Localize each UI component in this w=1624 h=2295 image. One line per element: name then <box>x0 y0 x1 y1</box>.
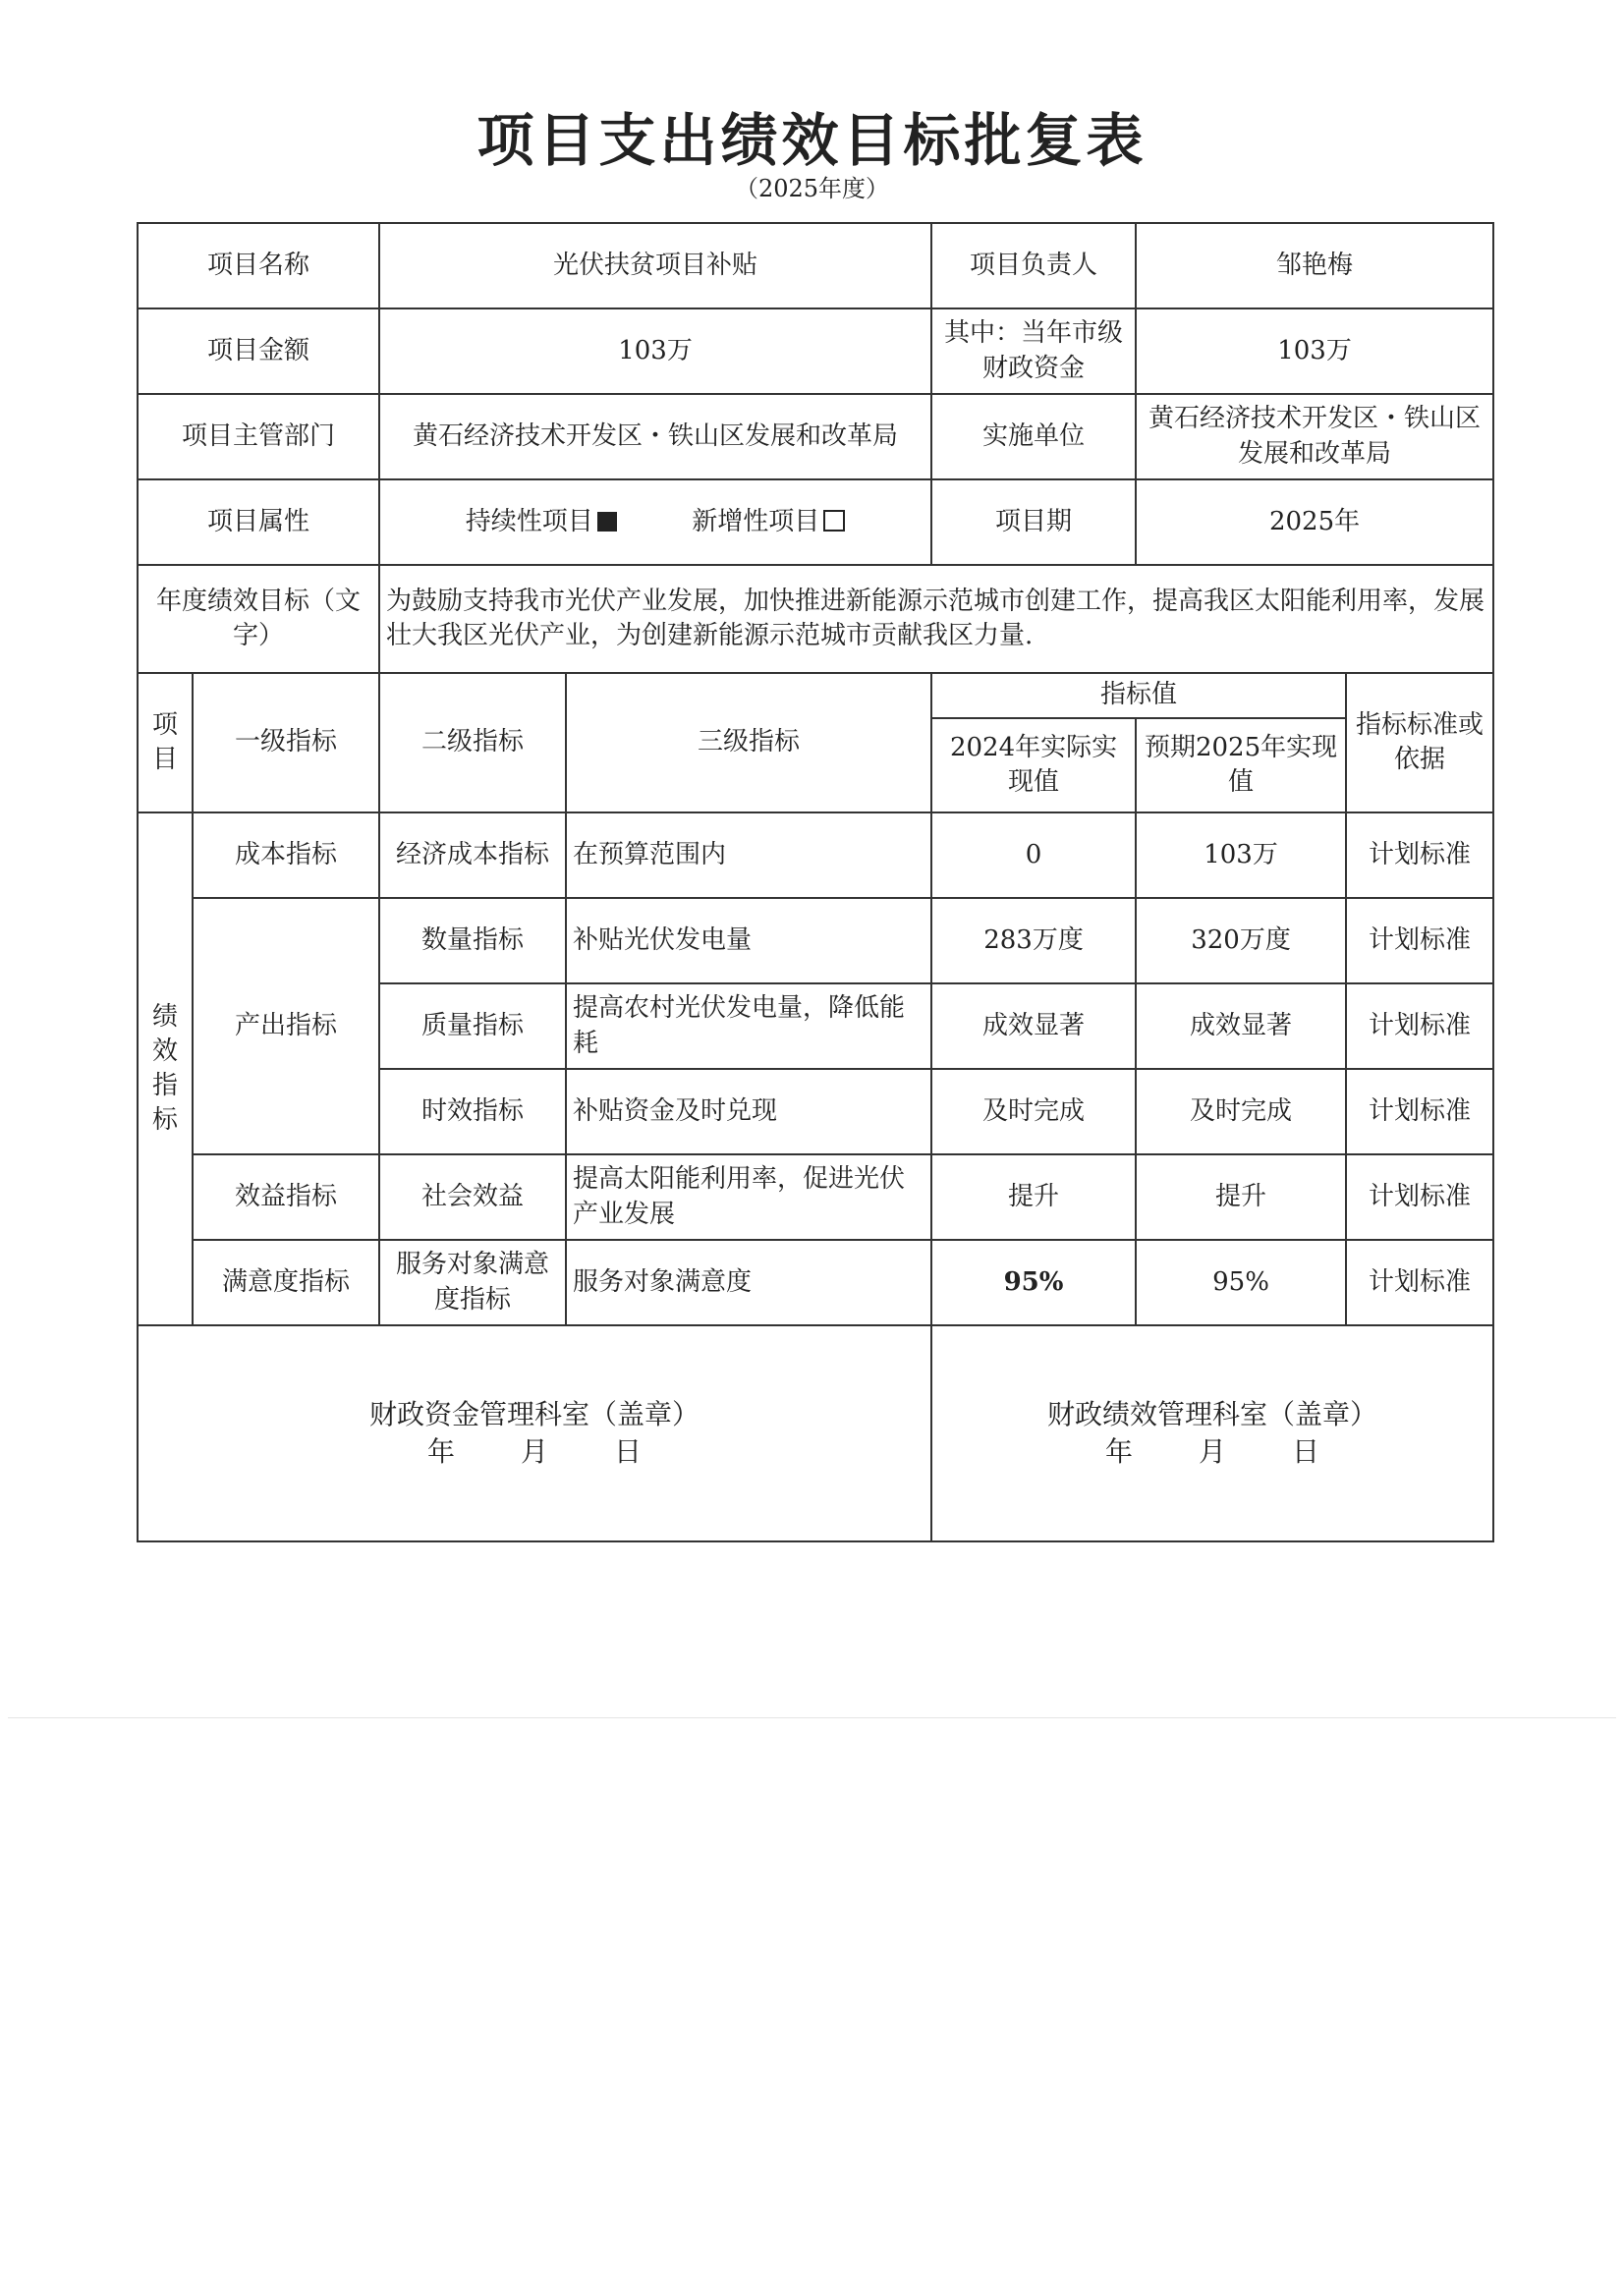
level3-cell: 补贴资金及时兑现 <box>566 1069 931 1154</box>
attribute-label: 项目属性 <box>138 479 379 565</box>
finance-performance-office-label: 财政绩效管理科室（盖章） <box>1047 1398 1378 1431</box>
implementing-unit-value: 黄石经济技术开发区・铁山区发展和改革局 <box>1136 394 1493 479</box>
row-project-amount <box>138 308 1493 394</box>
row-attribute <box>138 479 1493 565</box>
level2-cell: 服务对象满意度指标 <box>379 1240 566 1325</box>
level2-cell: 时效指标 <box>379 1069 566 1154</box>
basis-cell: 计划标准 <box>1346 1069 1493 1154</box>
table-row <box>138 812 1493 898</box>
table-row <box>138 1240 1493 1325</box>
level2-cell: 质量指标 <box>379 983 566 1069</box>
expected-value-cell: 及时完成 <box>1136 1069 1346 1154</box>
expected-value-cell: 提升 <box>1136 1154 1346 1240</box>
project-name-value: 光伏扶贫项目补贴 <box>379 223 931 308</box>
project-amount-label: 项目金额 <box>138 308 379 394</box>
expected-value-cell: 320万度 <box>1136 898 1346 983</box>
actual-value-cell: 提升 <box>931 1154 1136 1240</box>
implementing-unit-label: 实施单位 <box>931 394 1136 479</box>
attribute-value <box>379 479 931 565</box>
approval-form-table <box>137 222 1494 1542</box>
level3-cell: 在预算范围内 <box>566 812 931 898</box>
header-basis: 指标标准或依据 <box>1346 673 1493 812</box>
header-level1: 一级指标 <box>193 673 379 812</box>
period-value: 2025年 <box>1136 479 1493 565</box>
department-value: 黄石经济技术开发区・铁山区发展和改革局 <box>379 394 931 479</box>
project-leader-label: 项目负责人 <box>931 223 1136 308</box>
actual-value-cell: 及时完成 <box>931 1069 1136 1154</box>
new-project-label: 新增性项目 <box>692 506 820 536</box>
row-project-name <box>138 223 1493 308</box>
year-label: 年 <box>427 1435 456 1468</box>
header-expected-2025: 预期2025年实现值 <box>1136 718 1346 812</box>
checked-box-icon <box>597 512 617 532</box>
basis-cell: 计划标准 <box>1346 1154 1493 1240</box>
level1-satisfaction: 满意度指标 <box>193 1240 379 1325</box>
level3-cell: 提高农村光伏发电量，降低能耗 <box>566 983 931 1069</box>
level3-cell: 补贴光伏发电量 <box>566 898 931 983</box>
basis-cell: 计划标准 <box>1346 812 1493 898</box>
signature-date-left <box>144 1433 924 1471</box>
year-label: 年 <box>1105 1435 1134 1468</box>
actual-value-cell: 95% <box>931 1240 1136 1325</box>
city-fund-label: 其中：当年市级财政资金 <box>931 308 1136 394</box>
actual-value-cell: 0 <box>931 812 1136 898</box>
actual-value-cell: 283万度 <box>931 898 1136 983</box>
header-indicator-value: 指标值 <box>931 673 1346 718</box>
finance-fund-office-seal <box>138 1325 931 1541</box>
period-label: 项目期 <box>931 479 1136 565</box>
level1-benefit: 效益指标 <box>193 1154 379 1240</box>
signature-row <box>138 1325 1493 1541</box>
city-fund-value: 103万 <box>1136 308 1493 394</box>
page-divider <box>8 1717 1616 1718</box>
project-leader-value: 邹艳梅 <box>1136 223 1493 308</box>
header-item: 项目 <box>138 673 193 812</box>
level2-cell: 数量指标 <box>379 898 566 983</box>
finance-fund-office-label: 财政资金管理科室（盖章） <box>369 1398 700 1431</box>
month-label: 月 <box>521 1435 549 1468</box>
department-label: 项目主管部门 <box>138 394 379 479</box>
performance-indicator-label: 绩效指标 <box>138 812 193 1325</box>
day-label: 日 <box>1292 1435 1320 1468</box>
basis-cell: 计划标准 <box>1346 1240 1493 1325</box>
expected-value-cell: 103万 <box>1136 812 1346 898</box>
document-subtitle: （2025年度） <box>734 175 890 202</box>
signature-date-right <box>938 1433 1486 1471</box>
day-label: 日 <box>614 1435 643 1468</box>
level1-cost: 成本指标 <box>193 812 379 898</box>
table-row <box>138 898 1493 983</box>
project-name-label: 项目名称 <box>138 223 379 308</box>
basis-cell: 计划标准 <box>1346 898 1493 983</box>
expected-value-cell: 95% <box>1136 1240 1346 1325</box>
actual-value-cell: 成效显著 <box>931 983 1136 1069</box>
document-title: 项目支出绩效目标批复表 <box>476 107 1148 174</box>
level2-cell: 经济成本指标 <box>379 812 566 898</box>
expected-value-cell: 成效显著 <box>1136 983 1346 1069</box>
row-annual-goal <box>138 565 1493 673</box>
header-level2: 二级指标 <box>379 673 566 812</box>
month-label: 月 <box>1199 1435 1227 1468</box>
annual-goal-text: 为鼓励支持我市光伏产业发展，加快推进新能源示范城市创建工作，提高我区太阳能利用率，发展壮大我区光伏产业，为创建新能源示范城市贡献我区力量. <box>379 565 1493 673</box>
level3-cell: 提高太阳能利用率，促进光伏产业发展 <box>566 1154 931 1240</box>
level2-cell: 社会效益 <box>379 1154 566 1240</box>
continuing-project-label: 持续性项目 <box>465 506 593 536</box>
row-department <box>138 394 1493 479</box>
header-level3: 三级指标 <box>566 673 931 812</box>
indicator-header-row <box>138 673 1493 718</box>
level1-output: 产出指标 <box>193 898 379 1154</box>
project-amount-value: 103万 <box>379 308 931 394</box>
unchecked-box-icon <box>823 510 845 532</box>
finance-performance-office-seal <box>931 1325 1493 1541</box>
table-row <box>138 1154 1493 1240</box>
basis-cell: 计划标准 <box>1346 983 1493 1069</box>
level3-cell: 服务对象满意度 <box>566 1240 931 1325</box>
header-actual-2024: 2024年实际实现值 <box>931 718 1136 812</box>
annual-goal-label: 年度绩效目标（文字） <box>138 565 379 673</box>
